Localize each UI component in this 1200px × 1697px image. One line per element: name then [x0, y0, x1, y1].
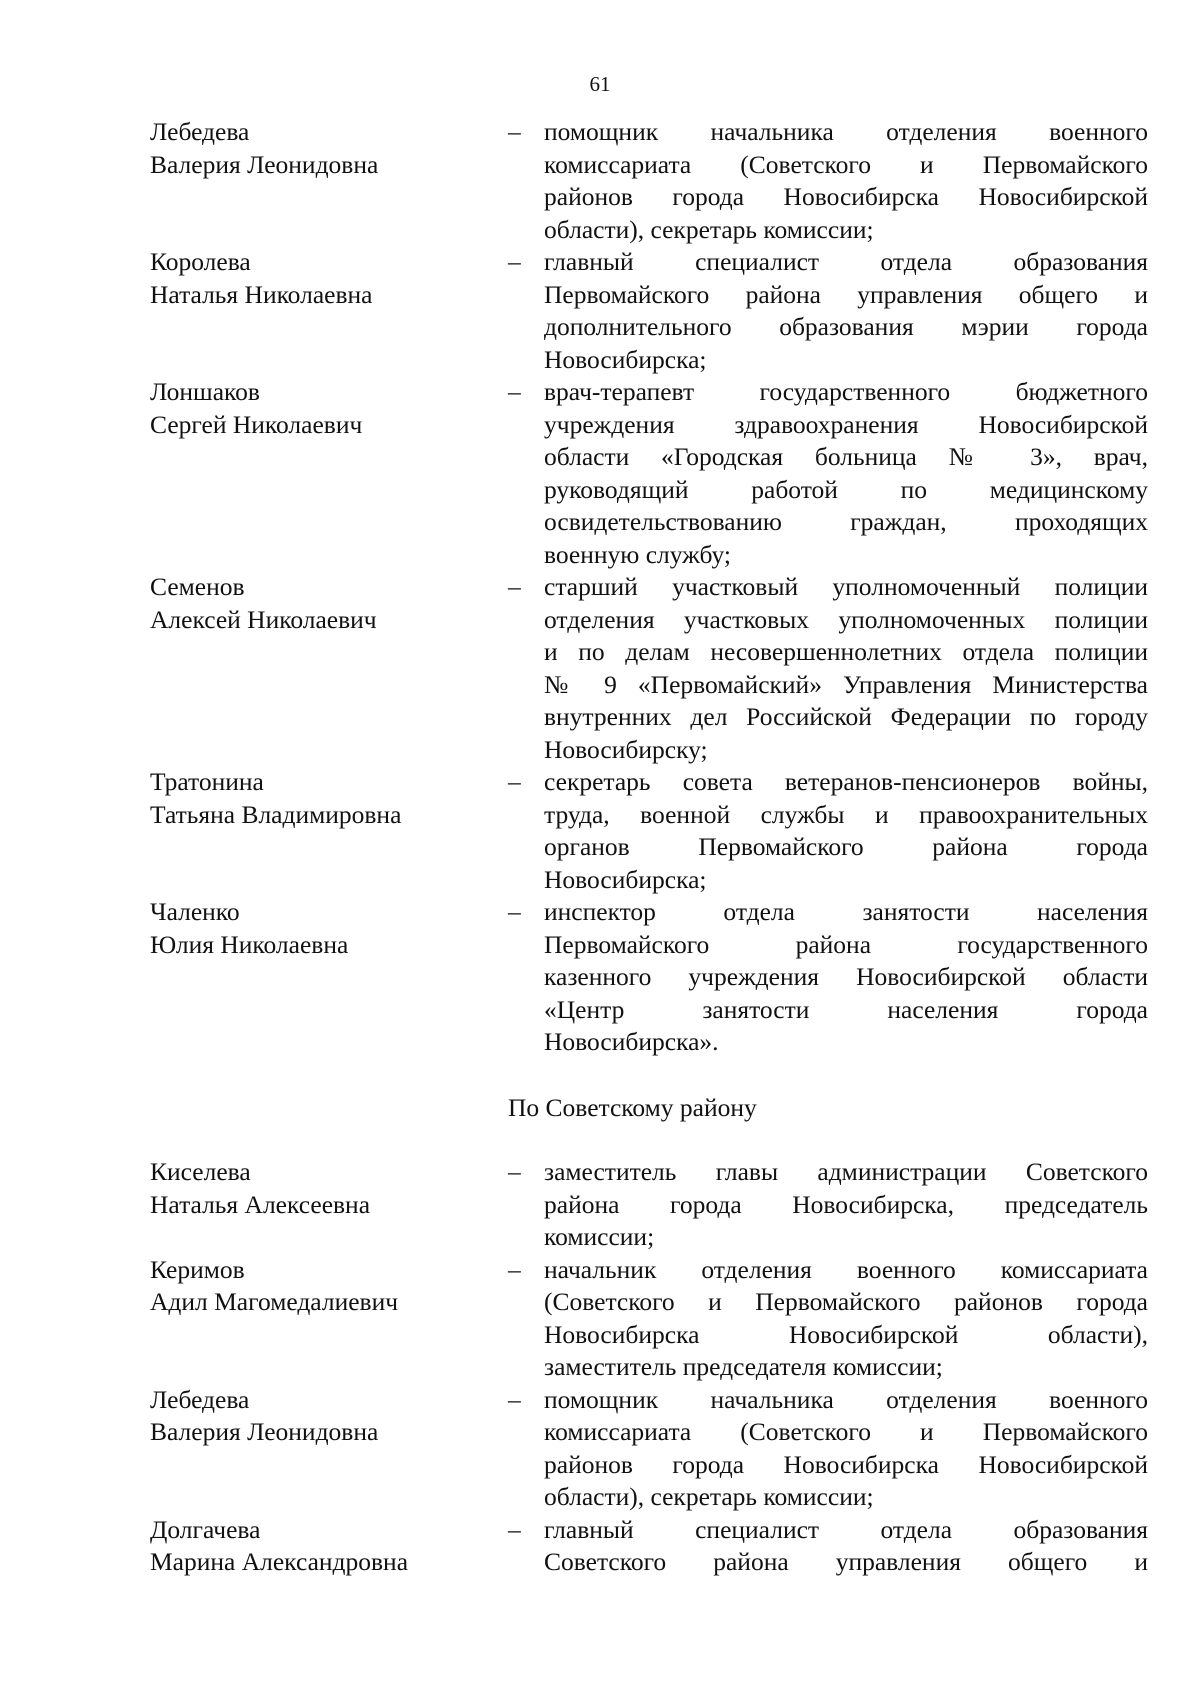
- member-given-names: Наталья Алексеевна: [150, 1189, 371, 1219]
- member-name: [150, 766, 508, 896]
- member-entry: [150, 116, 1148, 246]
- position-line: главный специалист отдела образования: [544, 247, 1148, 276]
- position-line: казенного учреждения Новосибирской области: [544, 962, 1148, 991]
- member-surname: Чаленко: [150, 897, 240, 926]
- page-number: 61: [589, 72, 611, 96]
- member-position: [544, 1384, 1148, 1514]
- member-position: [544, 896, 1148, 1059]
- member-surname: Долгачева: [150, 1514, 261, 1544]
- entries-group-before: [150, 116, 1148, 1059]
- member-entry: [150, 1514, 1148, 1579]
- position-line: органов Первомайского района города: [544, 832, 1148, 861]
- position-line: комиссариата (Советского и Первомайского: [544, 149, 1148, 179]
- member-entry: [150, 246, 1148, 376]
- position-line: Новосибирска».: [544, 1027, 719, 1056]
- entries-group-after: [150, 1156, 1148, 1579]
- entry-dash: –: [508, 767, 521, 796]
- member-name: [150, 1254, 508, 1384]
- position-line: помощник начальника отделения военного: [544, 117, 1148, 146]
- position-line: помощник начальника отделения военного: [544, 1384, 1148, 1414]
- member-given-names: Марина Александровна: [150, 1547, 409, 1576]
- member-given-names: Наталья Николаевна: [150, 279, 373, 309]
- section-heading: По Советскому району: [508, 1092, 757, 1122]
- position-line: Первомайского района государственного: [544, 929, 1148, 959]
- member-given-names: Адил Магомедалиевич: [150, 1287, 399, 1316]
- position-line: заместитель главы администрации Советского: [544, 1157, 1148, 1186]
- entry-dash: –: [508, 117, 521, 146]
- member-position: [544, 1254, 1148, 1384]
- member-surname: Тратонина: [150, 767, 264, 796]
- entry-dash: –: [508, 1514, 521, 1544]
- member-given-names: Валерия Леонидовна: [150, 149, 379, 179]
- entry-dash: –: [508, 1384, 521, 1414]
- position-line: врач-терапевт государственного бюджетного: [544, 377, 1148, 406]
- entry-dash: –: [508, 247, 521, 276]
- member-position: [544, 116, 1148, 246]
- position-line: инспектор отдела занятости населения: [544, 897, 1148, 926]
- position-line: Новосибирска;: [544, 344, 707, 374]
- entry-dash: –: [508, 377, 521, 406]
- member-name: [150, 1514, 508, 1579]
- position-line: № 9 «Первомайский» Управления Министерства: [544, 669, 1148, 699]
- position-line: секретарь совета ветеранов-пенсионеров войны,: [544, 767, 1148, 796]
- entry-dash: –: [508, 1254, 521, 1284]
- member-entry: [150, 766, 1148, 896]
- position-line: начальник отделения военного комиссариата: [544, 1254, 1148, 1284]
- member-given-names: Юлия Николаевна: [150, 929, 349, 959]
- member-surname: Лоншаков: [150, 377, 260, 406]
- member-given-names: Алексей Николаевич: [150, 604, 377, 634]
- position-line: внутренних дел Российской Федерации по городу: [544, 702, 1148, 731]
- member-entry: [150, 1156, 1148, 1254]
- position-line: области), секретарь комиссии;: [544, 214, 874, 244]
- position-line: отделения участковых уполномоченных полиции: [544, 604, 1148, 634]
- member-name: [150, 1384, 508, 1514]
- position-line: учреждения здравоохранения Новосибирской: [544, 409, 1148, 439]
- position-line: района города Новосибирска, председатель: [544, 1189, 1148, 1219]
- member-surname: Семенов: [150, 572, 245, 601]
- document-body: [150, 116, 1148, 1579]
- member-position: [544, 1156, 1148, 1254]
- member-surname: Королева: [150, 247, 251, 276]
- position-line: Новосибирску;: [544, 734, 708, 764]
- member-name: [150, 246, 508, 376]
- position-line: районов города Новосибирска Новосибирской: [544, 182, 1148, 211]
- position-line: комиссии;: [544, 1222, 655, 1251]
- position-line: «Центр занятости населения города: [544, 994, 1148, 1024]
- member-surname: Лебедева: [150, 1384, 250, 1414]
- member-entry: [150, 896, 1148, 1059]
- position-line: труда, военной службы и правоохранительных: [544, 799, 1148, 829]
- position-line: старший участковый уполномоченный полиции: [544, 572, 1148, 601]
- position-line: (Советского и Первомайского районов города: [544, 1287, 1148, 1316]
- position-line: области), секретарь комиссии;: [544, 1482, 874, 1511]
- member-surname: Киселева: [150, 1157, 251, 1186]
- member-name: [150, 116, 508, 246]
- member-given-names: Валерия Леонидовна: [150, 1417, 379, 1446]
- member-position: [544, 571, 1148, 766]
- position-line: и по делам несовершеннолетних отдела полиции: [544, 637, 1148, 666]
- entry-dash: –: [508, 1157, 521, 1186]
- member-surname: Керимов: [150, 1254, 245, 1284]
- position-line: Советского района управления общего и: [544, 1547, 1148, 1576]
- member-name: [150, 571, 508, 766]
- position-line: заместитель председателя комиссии;: [544, 1352, 943, 1381]
- member-given-names: Сергей Николаевич: [150, 409, 363, 439]
- position-line: военную службу;: [544, 539, 731, 569]
- member-name: [150, 896, 508, 1059]
- position-line: главный специалист отдела образования: [544, 1514, 1148, 1544]
- member-position: [544, 1514, 1148, 1579]
- member-position: [544, 766, 1148, 896]
- position-line: Новосибирска;: [544, 864, 707, 894]
- member-entry: [150, 376, 1148, 571]
- member-position: [544, 376, 1148, 571]
- position-line: районов города Новосибирска Новосибирской: [544, 1449, 1148, 1479]
- position-line: руководящий работой по медицинскому: [544, 474, 1148, 504]
- position-line: комиссариата (Советского и Первомайского: [544, 1417, 1148, 1446]
- member-entry: [150, 571, 1148, 766]
- member-name: [150, 1156, 508, 1254]
- position-line: освидетельствованию граждан, проходящих: [544, 507, 1148, 536]
- member-surname: Лебедева: [150, 117, 250, 146]
- member-given-names: Татьяна Владимировна: [150, 799, 402, 829]
- entry-dash: –: [508, 897, 521, 926]
- position-line: Первомайского района управления общего и: [544, 279, 1148, 309]
- member-name: [150, 376, 508, 571]
- position-line: области «Городская больница № 3», врач,: [544, 442, 1148, 471]
- position-line: Новосибирска Новосибирской области),: [544, 1319, 1148, 1349]
- member-entry: [150, 1254, 1148, 1384]
- entry-dash: –: [508, 572, 521, 601]
- member-position: [544, 246, 1148, 376]
- member-entry: [150, 1384, 1148, 1514]
- position-line: дополнительного образования мэрии города: [544, 312, 1148, 341]
